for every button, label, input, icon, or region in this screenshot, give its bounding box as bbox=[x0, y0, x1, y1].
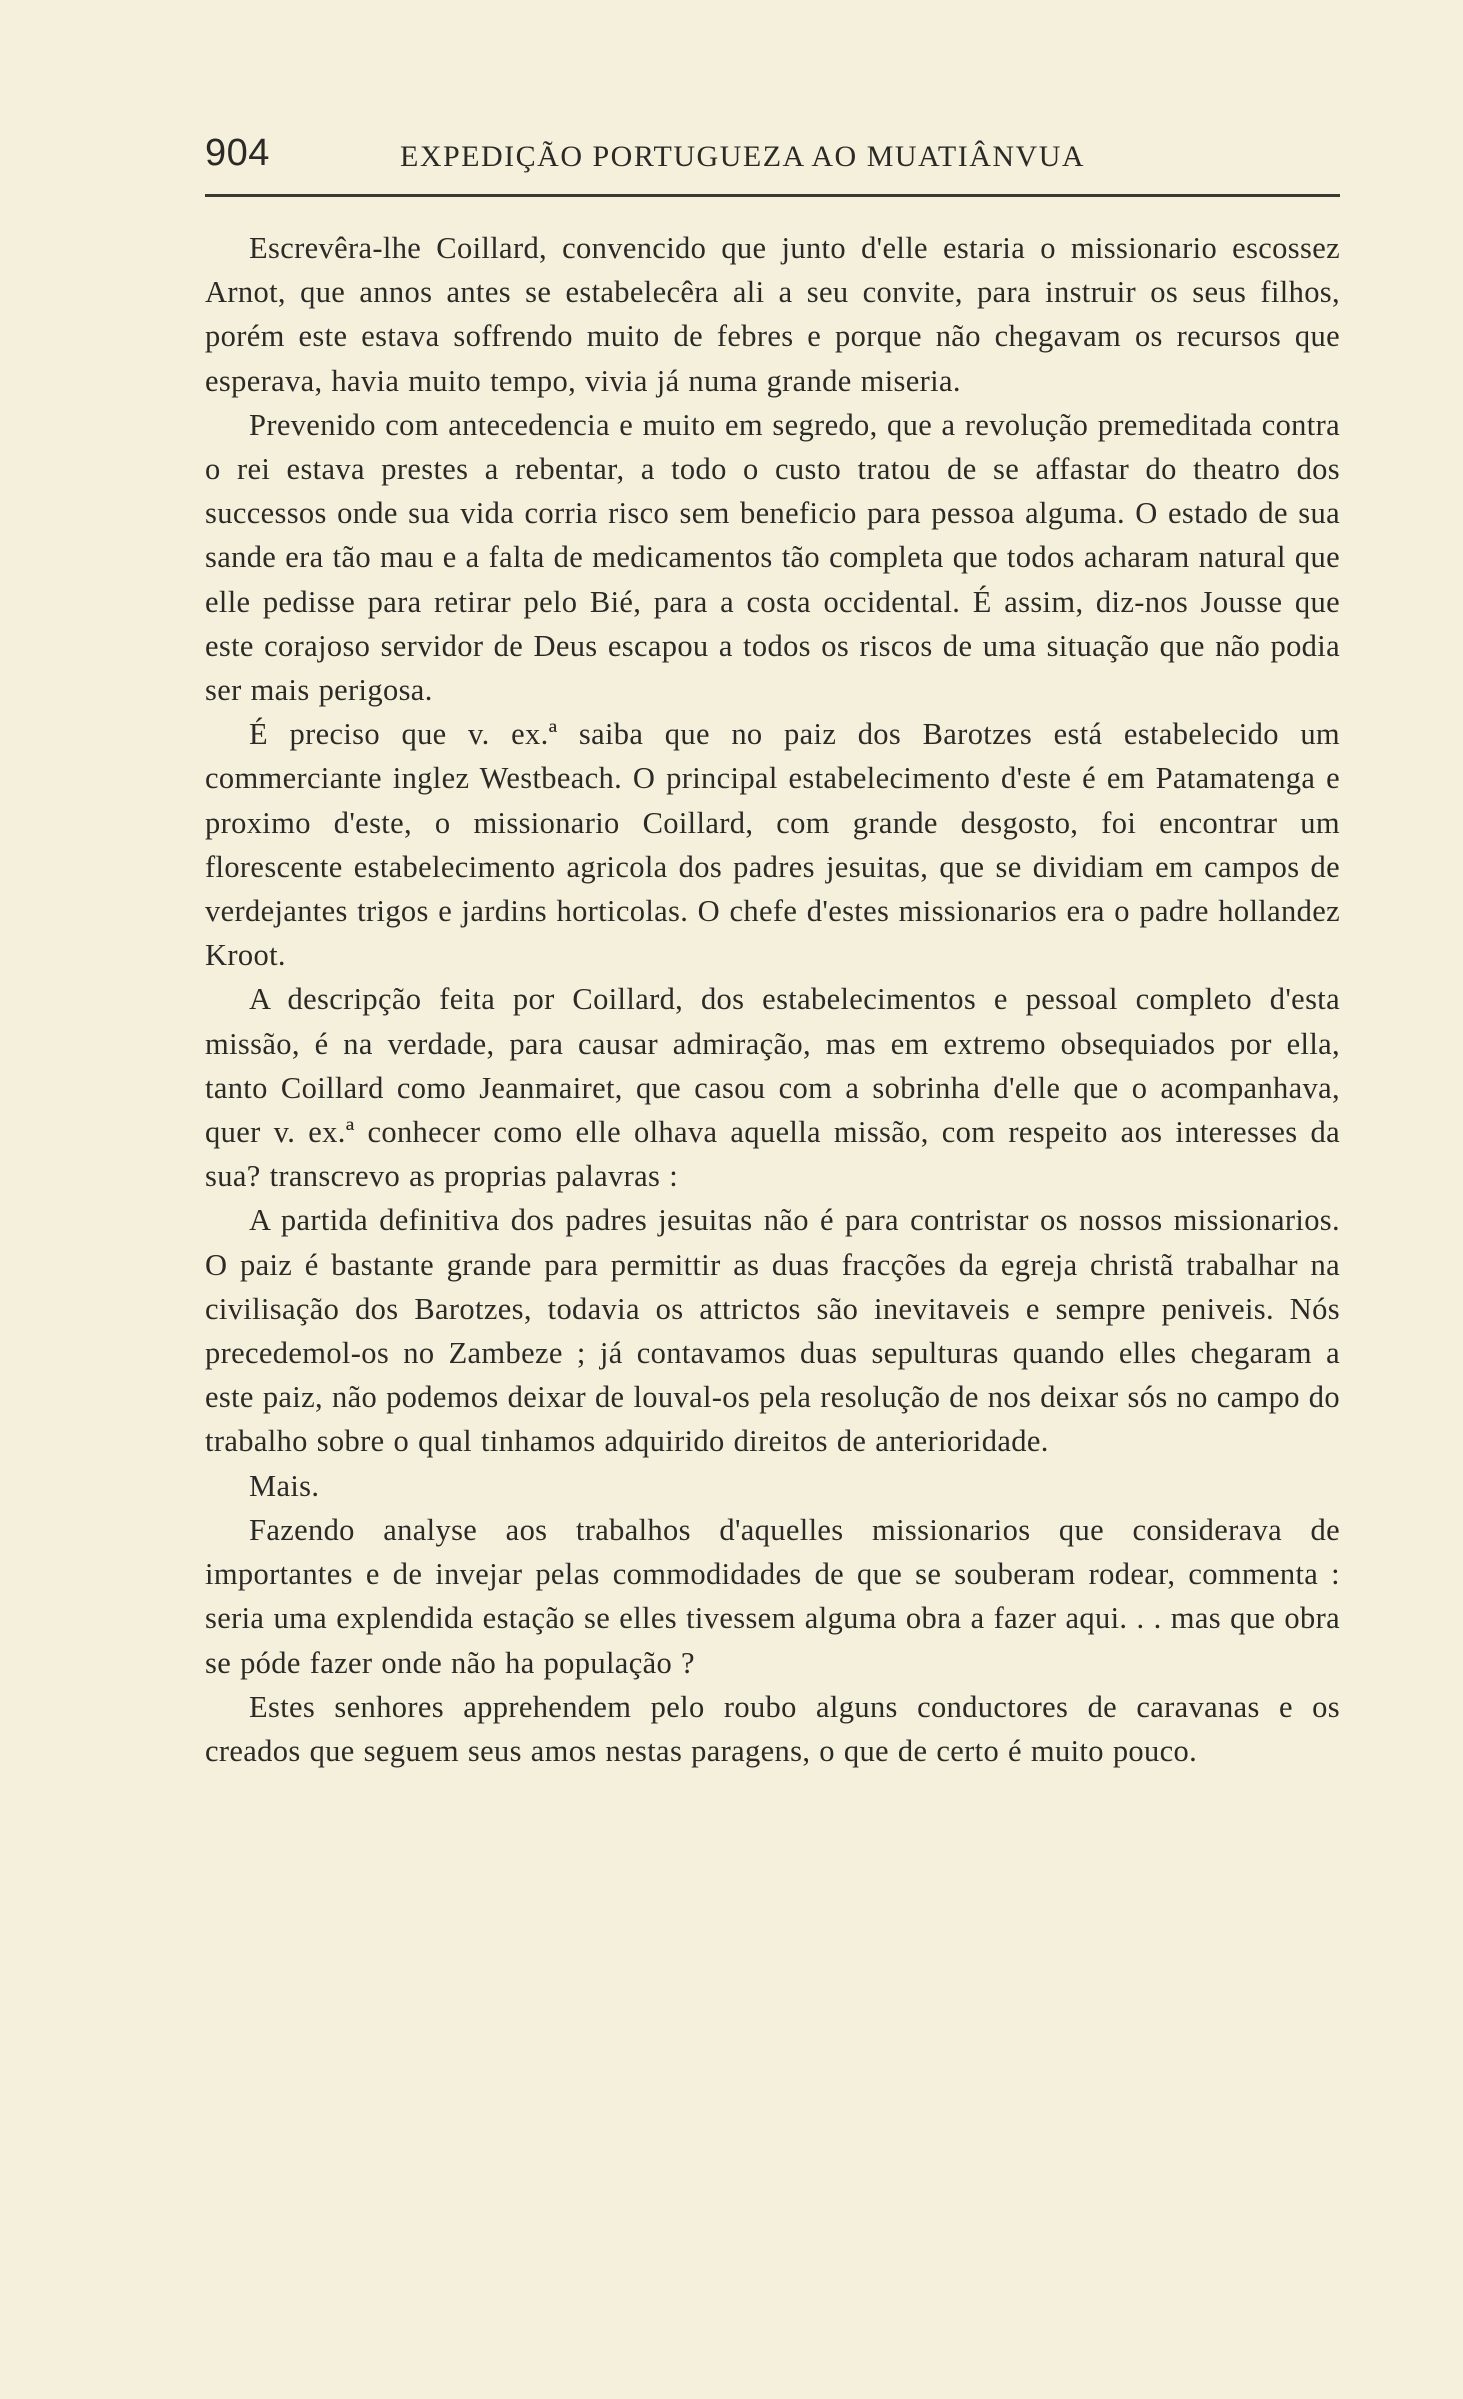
paragraph: A partida definitiva dos padres jesuitas não é para contristar os nossos missionarios. O paiz é bastante grande para permittir as duas fracções da egreja christã trabalhar na civilisação dos Barotzes, todavia os attrictos são inevitaveis e sempre peniveis. Nós precedemol-os no Zambeze ; já contavamos duas sepulturas quando elles chegaram a este paiz, não podemos deixar de louval-os pela resolução de nos deixar sós no campo do trabalho sobre o qual tinhamos adquirido direitos de anterioridade. bbox=[205, 1203, 1340, 1459]
running-title: EXPEDIÇÃO PORTUGUEZA AO MUATIÂNVUA bbox=[400, 140, 1086, 173]
paragraph: Estes senhores apprehendem pelo roubo alguns conductores de caravanas e os creados que seguem seus amos nestas paragens, o que de certo é muito pouco. bbox=[205, 1689, 1340, 1768]
header-rule bbox=[205, 194, 1340, 197]
body-text bbox=[205, 226, 1340, 1773]
running-head bbox=[205, 128, 1340, 188]
paragraph: Prevenido com antecedencia e muito em segredo, que a revolução premeditada contra o rei estava prestes a rebentar, a todo o custo tratou de se affastar do theatro dos successos onde sua vida corria risco sem beneficio para pessoa alguma. O estado de sua sande era tão mau e a falta de medicamentos tão completa que todos acharam natural que elle pedisse para retirar pelo Bié, para a costa occidental. É assim, diz-nos Jousse que este corajoso servidor de Deus escapou a todos os riscos de uma situação que não podia ser mais perigosa. bbox=[205, 407, 1340, 708]
paragraph: Mais. bbox=[249, 1468, 320, 1503]
paragraph: É preciso que v. ex.ª saiba que no paiz dos Barotzes está estabelecido um commerciante inglez Westbeach. O principal estabelecimento d'este é em Patamatenga e proximo d'este, o missionario Coillard, com grande desgosto, foi encontrar um florescente estabelecimento agricola dos padres jesuitas, que se dividiam em campos de verdejantes trigos e jardins horticolas. O chefe d'estes missionarios era o padre hollandez Kroot. bbox=[205, 717, 1340, 973]
book-page bbox=[205, 128, 1340, 1768]
paragraph: Escrevêra-lhe Coillard, convencido que junto d'elle estaria o missionario escossez Arnot, que annos antes se estabelecêra ali a seu convite, para instruir os seus filhos, porém este estava soffrendo muito de febres e porque não chegavam os recursos que esperava, havia muito tempo, vivia já numa grande miseria. bbox=[205, 231, 1340, 398]
paragraph: Fazendo analyse aos trabalhos d'aquelles missionarios que considerava de importantes e de invejar pelas commodidades de que se souberam rodear, commenta : seria uma explendida estação se elles tivessem alguma obra a fazer aqui. . . mas que obra se póde fazer onde não ha população ? bbox=[205, 1512, 1340, 1680]
page-number: 904 bbox=[205, 132, 270, 174]
paragraph: A descripção feita por Coillard, dos estabelecimentos e pessoal completo d'esta missão, é na verdade, para causar admiração, mas em extremo obsequiados por ella, tanto Coillard como Jeanmairet, que casou com a sobrinha d'elle que o acompanhava, quer v. ex.ª conhecer como elle olhava aquella missão, com respeito aos interesses da sua? transcrevo as proprias palavras : bbox=[205, 982, 1340, 1194]
